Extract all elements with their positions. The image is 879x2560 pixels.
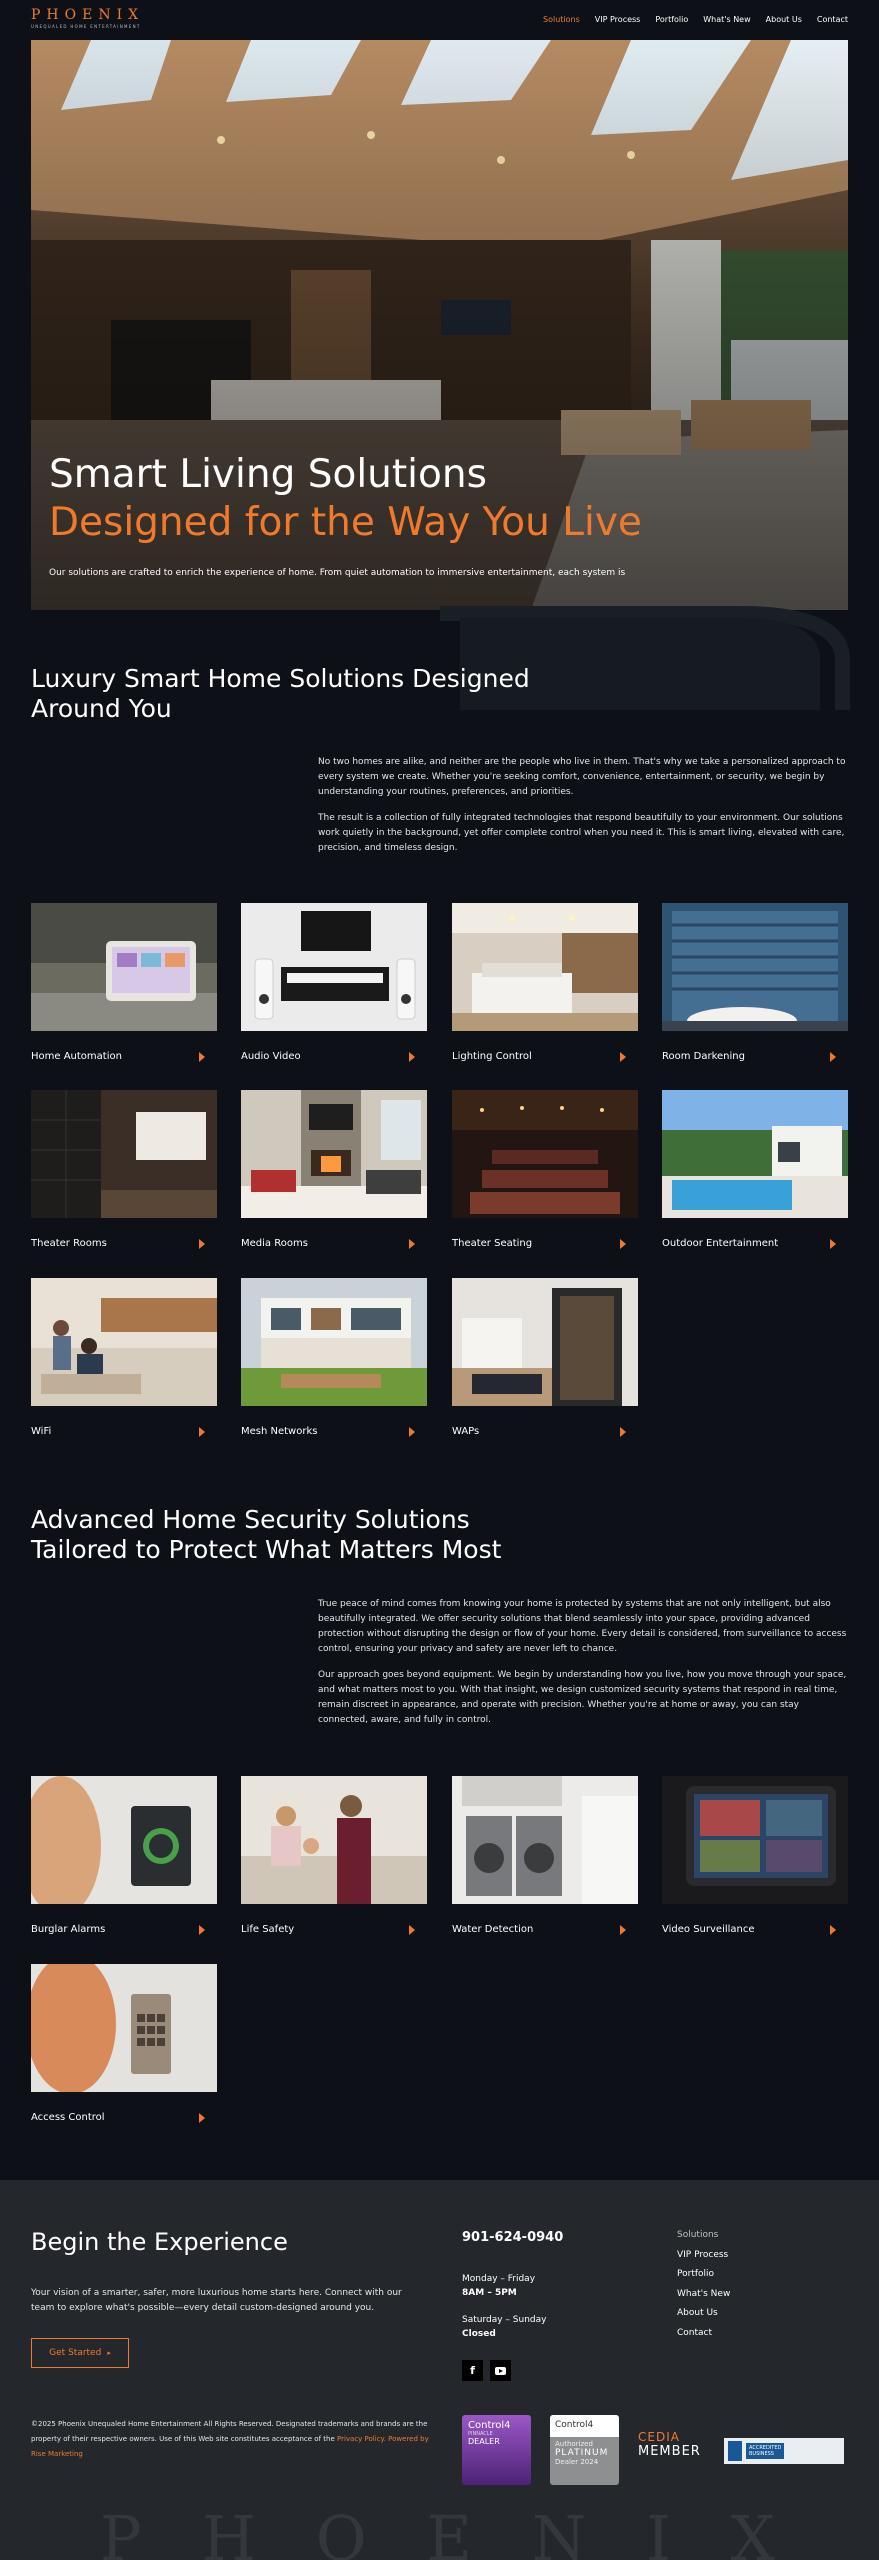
video-surveillance-image xyxy=(662,1776,848,1904)
hero-title-line2: Designed for the Way You Live xyxy=(49,500,642,545)
cedia-name: CEDIA xyxy=(638,2430,680,2444)
weekday-time: 8AM – 5PM xyxy=(462,2288,517,2298)
wifi-image xyxy=(31,1278,217,1406)
card-audio-video[interactable] xyxy=(241,903,427,1062)
chevron-right-icon: ▸ xyxy=(107,2349,111,2357)
card-label: WiFi xyxy=(31,1426,52,1437)
chevron-right-icon xyxy=(620,1239,626,1249)
hero-description: Our solutions are crafted to enrich the experience of home. From quiet automation to immersive entertainment, each system is xyxy=(49,568,626,578)
footer-link-about-us[interactable]: About Us xyxy=(677,2308,718,2318)
chevron-right-icon xyxy=(409,1052,415,1062)
outdoor-entertainment-image xyxy=(662,1090,848,1218)
security-paragraph-2: Our approach goes beyond equipment. We begin by understanding how you live, how you move through your space, and what matters most to you. With that insight, we design customized security systems that respond in real time, remain discreet in appearance, and operate with precision. Whether you're at home or away, you can stay connected, aware, and fully in control. xyxy=(318,1670,847,1725)
bbb-accredited: ACCREDITED xyxy=(749,2445,782,2451)
main-nav xyxy=(543,15,848,24)
badge-authorized: Authorized xyxy=(555,2440,593,2448)
card-wifi[interactable] xyxy=(31,1278,217,1437)
card-waps[interactable] xyxy=(452,1278,638,1437)
chevron-right-icon xyxy=(199,1427,205,1437)
card-home-automation[interactable] xyxy=(31,903,217,1062)
card-mesh-networks[interactable] xyxy=(241,1278,427,1437)
hero-title-line1: Smart Living Solutions xyxy=(49,452,487,497)
card-label: Home Automation xyxy=(31,1051,122,1062)
card-label: Mesh Networks xyxy=(241,1426,318,1437)
card-label: Audio Video xyxy=(241,1051,301,1062)
phone-number[interactable]: 901-624-0940 xyxy=(462,2230,564,2245)
card-label: Room Darkening xyxy=(662,1051,745,1062)
card-outdoor-entertainment[interactable] xyxy=(662,1090,848,1249)
chevron-right-icon xyxy=(830,1925,836,1935)
copyright-text xyxy=(31,2417,431,2462)
rise-marketing-link[interactable]: Rise Marketing xyxy=(31,2450,83,2458)
get-started-button[interactable] xyxy=(31,2338,129,2368)
footer-link-contact[interactable]: Contact xyxy=(677,2327,713,2338)
security-paragraph-1: True peace of mind comes from knowing your home is protected by systems that are not only intelligent, but also beautifully integrated. We offer security solutions that blend seamlessly into your space, providing advanced protection without disrupting the design or flow of your home. Every detail is considered, from surveillance to access control, ensuring your privacy and safety are never left to chance. xyxy=(318,1599,847,1654)
chevron-right-icon xyxy=(199,1052,205,1062)
card-media-rooms[interactable] xyxy=(241,1090,427,1249)
footer-watermark: PHOENIX xyxy=(100,2502,835,2560)
media-rooms-image xyxy=(241,1090,427,1218)
nav-solutions[interactable]: Solutions xyxy=(543,15,580,24)
chevron-right-icon xyxy=(199,2113,205,2123)
chevron-right-icon xyxy=(830,1052,836,1062)
weekend-days: Saturday – Sunday xyxy=(462,2315,547,2325)
nav-vip-process[interactable]: VIP Process xyxy=(594,15,641,24)
nav-whats-new[interactable]: What's New xyxy=(703,15,751,24)
badge-brand: Control4 xyxy=(468,2420,511,2431)
badge-type: DEALER xyxy=(468,2437,500,2446)
card-access-control[interactable] xyxy=(31,1964,217,2123)
chevron-right-icon xyxy=(409,1239,415,1249)
chevron-right-icon xyxy=(620,1427,626,1437)
card-label: Video Surveillance xyxy=(662,1924,755,1935)
get-started-label: Get Started xyxy=(49,2348,102,2358)
card-label: Water Detection xyxy=(452,1924,534,1935)
security-heading xyxy=(31,1505,531,1565)
footer-title: Begin the Experience xyxy=(31,2228,288,2256)
luxury-heading-line1: Luxury Smart Home Solutions Designed xyxy=(31,664,530,693)
badge-brand: Control4 xyxy=(550,2415,619,2437)
card-theater-rooms[interactable] xyxy=(31,1090,217,1249)
lighting-control-image xyxy=(452,903,638,1031)
card-label: Theater Seating xyxy=(452,1238,533,1249)
access-control-image xyxy=(31,1964,217,2092)
chevron-right-icon xyxy=(199,1239,205,1249)
luxury-paragraph-2: The result is a collection of fully integrated technologies that respond beautifully to your environment. Our solutions work quietly in the background, yet offer complete control when you need it. This is smart living, elevated with care, precision, and timeless design. xyxy=(318,813,845,853)
chevron-right-icon xyxy=(620,1052,626,1062)
waps-image xyxy=(452,1278,638,1406)
card-burglar-alarms[interactable] xyxy=(31,1776,217,1935)
logo-tagline: UNEQUALED HOME ENTERTAINMENT xyxy=(31,24,141,29)
burglar-alarms-image xyxy=(31,1776,217,1904)
card-lighting-control[interactable] xyxy=(452,903,638,1062)
luxury-heading xyxy=(31,664,531,724)
card-theater-seating[interactable] xyxy=(452,1090,638,1249)
luxury-heading-line2: Around You xyxy=(31,694,172,723)
card-room-darkening[interactable] xyxy=(662,903,848,1062)
facebook-icon[interactable]: f xyxy=(462,2360,483,2381)
youtube-icon[interactable] xyxy=(490,2360,511,2381)
privacy-policy-link[interactable]: Privacy Policy xyxy=(336,2435,384,2443)
room-darkening-image xyxy=(662,903,848,1031)
badge-platinum: PLATINUM xyxy=(555,2448,609,2458)
top-navigation-bar xyxy=(0,0,879,40)
footer-link-portfolio[interactable]: Portfolio xyxy=(677,2269,715,2279)
card-label: Burglar Alarms xyxy=(31,1924,106,1935)
water-detection-image xyxy=(452,1776,638,1904)
home-automation-image xyxy=(31,903,217,1031)
badge-year: Dealer 2024 xyxy=(555,2458,599,2466)
bbb-business: BUSINESS xyxy=(749,2451,774,2457)
chevron-right-icon xyxy=(409,1427,415,1437)
chevron-right-icon xyxy=(830,1239,836,1249)
mesh-networks-image xyxy=(241,1278,427,1406)
control4-pinnacle-badge xyxy=(462,2415,531,2485)
chevron-right-icon xyxy=(409,1925,415,1935)
bbb-accredited-badge xyxy=(724,2438,844,2464)
security-heading-line1: Advanced Home Security Solutions xyxy=(31,1505,470,1534)
footer-link-vip-process[interactable]: VIP Process xyxy=(677,2249,729,2260)
copyright-main: ©2025 Phoenix Unequaled Home Entertainment All Rights Reserved. Designated trademarks and brands are the property of their respective owners. Use of this Web site constitutes acceptance of the xyxy=(31,2420,428,2443)
theater-rooms-image xyxy=(31,1090,217,1218)
weekend-time: Closed xyxy=(462,2329,496,2339)
luxury-paragraph-1: No two homes are alike, and neither are the people who live in them. That's why we take a personalized approach to every system we create. Whether you're seeking comfort, convenience, entertainment, or security, we begin by understanding your routines, preferences, and priorities. xyxy=(318,757,846,797)
powered-by-text: . Powered by xyxy=(383,2435,429,2443)
weekday-hours xyxy=(462,2272,535,2300)
logo-wordmark: PHOENIX xyxy=(31,7,145,23)
card-label: Theater Rooms xyxy=(31,1238,107,1249)
life-safety-image xyxy=(241,1776,427,1904)
chevron-right-icon xyxy=(199,1925,205,1935)
card-label: Media Rooms xyxy=(241,1238,308,1249)
card-label: Lighting Control xyxy=(452,1051,532,1062)
footer-link-solutions[interactable]: Solutions xyxy=(677,2230,719,2240)
nav-contact[interactable]: Contact xyxy=(816,15,848,24)
bbb-icon xyxy=(728,2441,742,2461)
card-water-detection[interactable] xyxy=(452,1776,638,1935)
footer xyxy=(0,2180,879,2560)
phoenix-logo[interactable] xyxy=(31,7,144,29)
card-label: Access Control xyxy=(31,2112,105,2123)
audio-video-image xyxy=(241,903,427,1031)
footer-text: Your vision of a smarter, safer, more luxurious home starts here. Connect with our team to explore what's possible—every detail custom-designed around you. xyxy=(31,2288,402,2313)
badge-level: PINNACLE xyxy=(468,2431,493,2437)
weekday-days: Monday – Friday xyxy=(462,2274,536,2284)
control4-platinum-badge xyxy=(550,2415,619,2485)
hero-banner xyxy=(31,40,848,610)
footer-links xyxy=(677,2230,730,2347)
card-label: Life Safety xyxy=(241,1924,295,1935)
card-video-surveillance[interactable] xyxy=(662,1776,848,1935)
nav-about-us[interactable]: About Us xyxy=(765,15,802,24)
security-heading-line2: Tailored to Protect What Matters Most xyxy=(31,1535,502,1564)
nav-portfolio[interactable]: Portfolio xyxy=(655,15,689,24)
card-life-safety[interactable] xyxy=(241,1776,427,1935)
weekend-hours xyxy=(462,2313,546,2341)
footer-link-whats-new[interactable]: What's New xyxy=(677,2288,731,2299)
card-label: Outdoor Entertainment xyxy=(662,1238,779,1249)
card-label: WAPs xyxy=(452,1426,480,1437)
theater-seating-image xyxy=(452,1090,638,1218)
chevron-right-icon xyxy=(620,1925,626,1935)
cedia-member: MEMBER xyxy=(638,2444,701,2459)
cedia-member-badge xyxy=(638,2430,701,2459)
